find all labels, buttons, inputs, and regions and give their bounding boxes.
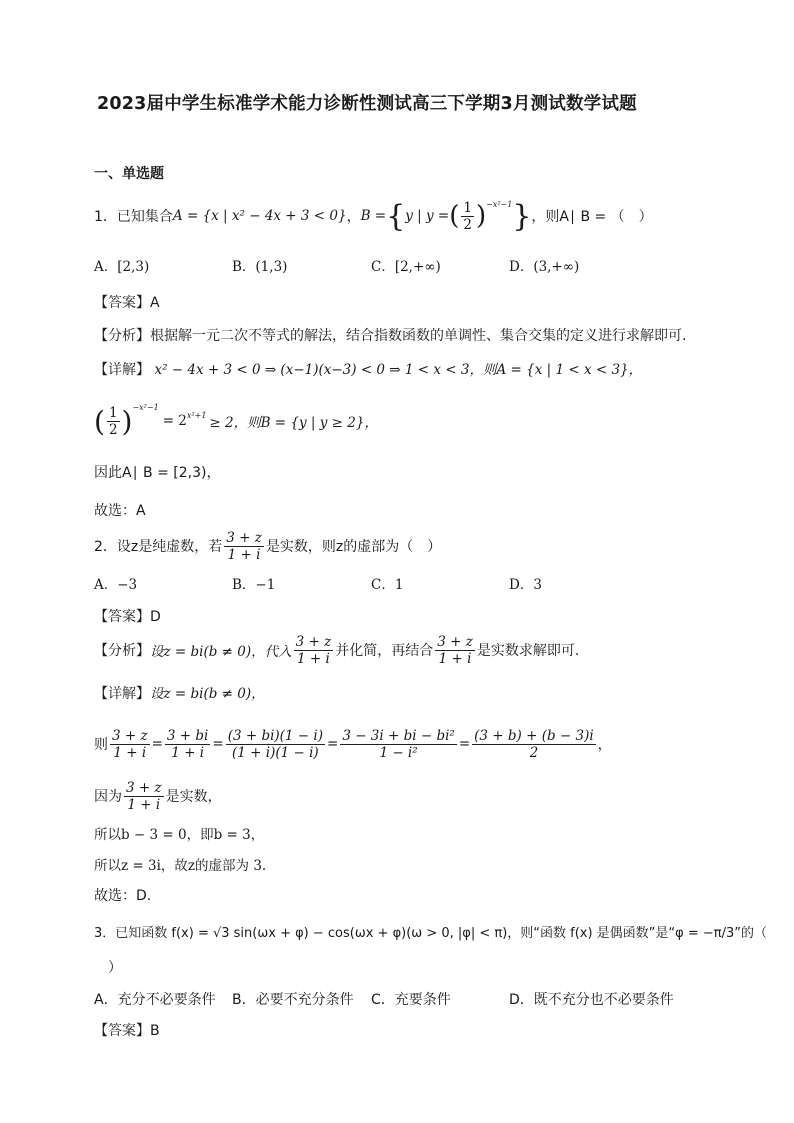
- answer-label: 【答案】: [94, 609, 150, 625]
- q2-d2-f4-denominator: 1 − i²: [379, 744, 418, 761]
- q1-detail-line-3: 因此A∣ B = [2,3)，: [94, 465, 221, 481]
- q2-analysis-mid: 并化简，再结合: [335, 643, 434, 659]
- q2-option-d: D．3: [509, 577, 542, 593]
- q2-d2-comma: ，: [597, 737, 612, 753]
- q2-detail-line-1: [94, 682, 265, 703]
- q1-d2-exponent: −x²−1: [132, 402, 159, 412]
- q1-option-a: A．[2,3): [94, 259, 150, 275]
- q2-d2-f3-numerator: (3 + bi)(1 − i): [227, 727, 323, 744]
- q3-option-a: A．充分不必要条件: [94, 992, 216, 1008]
- q2-detail-3-post: 是实数，: [165, 789, 222, 805]
- q1-left-brace: {: [386, 198, 406, 234]
- equals-sign: =: [458, 736, 471, 752]
- q2-answer: [94, 606, 161, 626]
- q2-d2-f5-denominator: 2: [529, 744, 539, 761]
- q1-set-b-condition: y | y =: [405, 208, 450, 224]
- q3-stem-continuation: ）: [108, 960, 122, 976]
- q2-analysis-fraction-1: [294, 634, 334, 667]
- q1-set-b-label: B =: [360, 208, 387, 224]
- q1-stem-suffix: ，则A∣ B = （ ）: [531, 209, 653, 225]
- q2-fraction-numerator: 3 + z: [226, 529, 262, 546]
- q1-d2-half-denominator: 2: [108, 421, 118, 438]
- q2-d2-f2-denominator: 1 + i: [171, 744, 205, 761]
- q2-analysis-f2-numerator: 3 + z: [437, 633, 473, 650]
- q1-separator: ，: [346, 209, 361, 225]
- answer-label: 【答案】: [94, 295, 150, 311]
- q2-detail-1-text: 设z = bi(b ≠ 0)，: [150, 686, 265, 702]
- q2-d2-f4-numerator: 3 − 3i + bi − bi²: [342, 727, 455, 744]
- q1-d2-left-paren: (: [94, 404, 105, 438]
- q3-option-c: C．充要条件: [371, 992, 451, 1008]
- q2-d2-f1-numerator: 3 + z: [112, 727, 148, 744]
- q1-analysis-text: 根据解一元二次不等式的解法，结合指数函数的单调性、集合交集的定义进行求解即可.: [150, 328, 687, 344]
- section-heading: 一、单选题: [94, 166, 164, 182]
- q2-d2-fraction-2: [165, 728, 210, 761]
- q2-d2-fraction-5: [472, 728, 596, 761]
- q2-analysis-pre: 设z = bi(b ≠ 0)，代入: [150, 644, 292, 660]
- document-title: 2023届中学生标准学术能力诊断性测试高三下学期3月测试数学试题: [97, 94, 637, 114]
- question-3-stem: 3．已知函数 f(x) = √3 sin(ωx + φ) − cos(ωx + φ)(ω > 0, |φ| < π)，则“函数 f(x) 是偶函数”是“φ = −π/3”的（: [94, 926, 767, 941]
- q2-option-a: A．−3: [94, 577, 138, 593]
- q1-exponent: −x²−1: [486, 199, 513, 209]
- q2-d3-denominator: 1 + i: [127, 796, 161, 813]
- q1-answer-value: A: [150, 295, 160, 311]
- q2-analysis-f1-numerator: 3 + z: [295, 633, 332, 650]
- q2-detail-2-pre: 则: [94, 737, 108, 753]
- q2-detail-line-5: 所以z = 3i，故z的虚部为 3.: [94, 858, 267, 874]
- q2-choice: 故选：D.: [94, 888, 152, 904]
- q1-analysis: [94, 325, 686, 345]
- q1-d2-right-paren: ): [121, 404, 133, 438]
- q3-answer: [94, 1020, 160, 1040]
- q1-choice: 故选：A: [94, 503, 146, 519]
- q1-half-denominator: 2: [463, 216, 472, 233]
- q1-left-paren: (: [449, 201, 460, 231]
- q2-d2-fraction-3: [226, 728, 325, 761]
- q2-fraction-denominator: 1 + i: [227, 546, 261, 563]
- analysis-label: 【分析】: [94, 328, 150, 344]
- q1-stem-prefix: 1．已知集合: [94, 209, 173, 225]
- answer-label: 【答案】: [94, 1023, 150, 1039]
- q2-analysis-f1-denominator: 1 + i: [297, 650, 330, 667]
- q1-d2-half-numerator: 1: [108, 404, 118, 421]
- q2-fraction: [224, 530, 264, 563]
- q3-option-d: D．既不充分也不必要条件: [509, 992, 674, 1008]
- q1-set-a: A = {x | x² − 4x + 3 < 0}: [172, 208, 347, 224]
- analysis-label: 【分析】: [94, 643, 150, 659]
- q2-d2-f2-numerator: 3 + bi: [166, 727, 209, 744]
- q1-half-fraction: [461, 200, 474, 233]
- q1-detail-line-2: [94, 398, 378, 444]
- q2-detail-line-4: 所以b − 3 = 0，即b = 3，: [94, 827, 265, 843]
- q2-stem-suffix: 是实数，则z的虚部为（ ）: [265, 539, 442, 555]
- q2-d3-fraction: [124, 780, 164, 813]
- q1-option-b: B．(1,3): [232, 259, 288, 275]
- question-2-stem: [94, 526, 441, 566]
- q1-d2-power: = 2: [162, 413, 187, 429]
- q2-answer-value: D: [150, 609, 161, 625]
- q2-stem-prefix: 2．设z是纯虚数，若: [94, 539, 223, 555]
- q2-option-b: B．−1: [232, 577, 276, 593]
- equals-sign: =: [212, 736, 224, 752]
- q2-analysis-post: 是实数求解即可.: [476, 643, 580, 659]
- q2-d2-f1-denominator: 1 + i: [113, 744, 147, 761]
- detail-label: 【详解】: [94, 686, 150, 702]
- q1-d2-power-exponent: x²+1: [186, 410, 207, 420]
- q2-analysis-fraction-2: [435, 634, 475, 667]
- q2-detail-line-2: [94, 722, 612, 766]
- q3-option-b: B．必要不充分条件: [232, 992, 354, 1008]
- question-1-stem: [94, 196, 653, 236]
- q1-detail-line-1: [94, 358, 642, 379]
- q1-d2-half-fraction: [107, 405, 120, 438]
- q1-option-c: C．[2,+∞): [371, 259, 441, 275]
- q2-option-c: C．1: [371, 577, 404, 593]
- q2-d2-f3-denominator: (1 + i)(1 − i): [232, 744, 319, 761]
- q1-d2-tail: ≥ 2，则B = {y | y ≥ 2}，: [209, 415, 378, 431]
- q2-detail-line-3: [94, 776, 222, 816]
- q1-half-numerator: 1: [463, 199, 472, 216]
- detail-label: 【详解】: [94, 362, 150, 378]
- q3-answer-value: B: [150, 1023, 160, 1039]
- q2-analysis: [94, 630, 579, 670]
- q2-d2-fraction-4: [340, 728, 457, 761]
- q2-detail-3-pre: 因为: [94, 789, 122, 805]
- q1-detail-1-text: x² − 4x + 3 < 0 ⇒ (x−1)(x−3) < 0 ⇒ 1 < x < 3，则A = {x | 1 < x < 3}，: [154, 362, 643, 378]
- q2-d3-numerator: 3 + z: [126, 779, 162, 796]
- q2-d2-fraction-1: [110, 728, 150, 761]
- q1-option-d: D．(3,+∞): [509, 259, 580, 275]
- equals-sign: =: [327, 736, 339, 752]
- q1-right-paren: ): [475, 201, 487, 231]
- equals-sign: =: [151, 736, 163, 752]
- q1-answer: [94, 292, 160, 312]
- q1-right-brace: }: [512, 198, 532, 234]
- q2-analysis-f2-denominator: 1 + i: [438, 650, 472, 667]
- q2-d2-f5-numerator: (3 + b) + (b − 3)i: [474, 727, 594, 744]
